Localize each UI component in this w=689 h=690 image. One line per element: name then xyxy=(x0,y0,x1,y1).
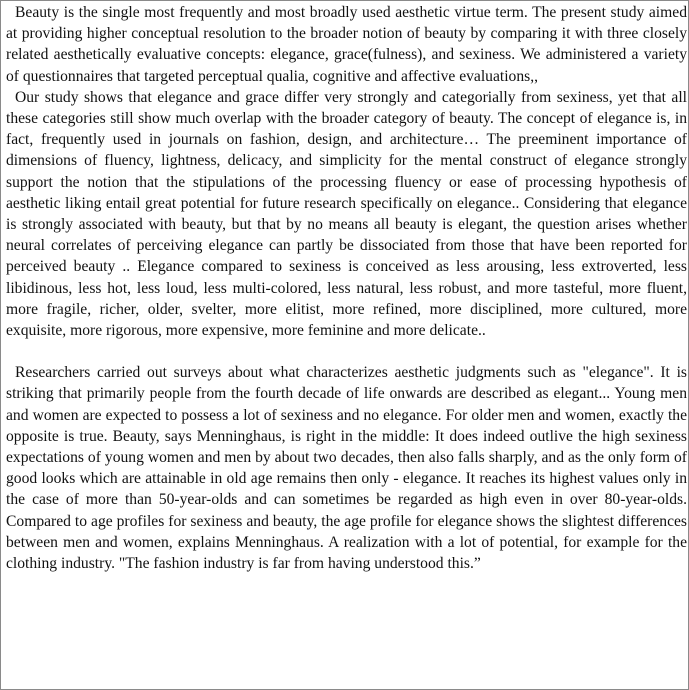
paragraph-spacer xyxy=(6,341,687,362)
document-text xyxy=(6,2,687,574)
paragraph-researchers-surveys: Researchers carried out surveys about what characterizes aesthetic judgments such as "elegance". It is striking that primarily people from the fourth decade of life onwards are described as elegant... Young men and women are expected to possess a lot of sexiness and no elegance. For older men and women, exactly the opposite is true. Beauty, says Menninghaus, is right in the middle: It does indeed outlive the high sexiness expectations of young women and men by about two decades, then also falls sharply, and as the only form of good looks which are attainable in old age remains then only - elegance. It reaches its highest values only in the case of more than 50-year-olds and can sometimes be regarded as high even in over 80-year-olds. Compared to age profiles for sexiness and beauty, the age profile for elegance shows the slightest differences between men and women, explains Menninghaus. A realization with a lot of potential, for example for the clothing industry. "The fashion industry is far from having understood this.” xyxy=(6,364,687,573)
paragraph-elegance-findings: Our study shows that elegance and grace differ very strongly and categorially from sexiness, yet that all these categories still show much overlap with the broader category of beauty. The concept of elegance is, in fact, frequently used in journals on fashion, design, and architecture… The preeminent importance of dimensions of fluency, lightness, delicacy, and simplicity for the mental construct of elegance strongly support the notion that the stipulations of the processing fluency or ease of processing hypothesis of aesthetic liking entail great potential for future research specifically on elegance.. Considering that elegance is strongly associated with beauty, but that by no means all beauty is elegant, the question arises whether neural correlates of perceiving elegance can partly be dissociated from those that have been reported for perceived beauty .. Elegance compared to sexiness is conceived as less arousing, less extroverted, less libidinous, less hot, less loud, less multi-colored, less natural, less robust, and more tasteful, more fluent, more fragile, richer, older, svelter, more elitist, more refined, more disciplined, more cultured, more exquisite, more rigorous, more expensive, more feminine and more delicate.. xyxy=(6,88,687,340)
paragraph-beauty-study: Beauty is the single most frequently and most broadly used aesthetic virtue term. The present study aimed at providing higher conceptual resolution to the broader notion of beauty by comparing it with three closely related aesthetically evaluative concepts: elegance, grace(fulness), and sexiness. We administered a variety of questionnaires that targeted perceptual qualia, cognitive and affective evaluations,, xyxy=(6,4,687,85)
